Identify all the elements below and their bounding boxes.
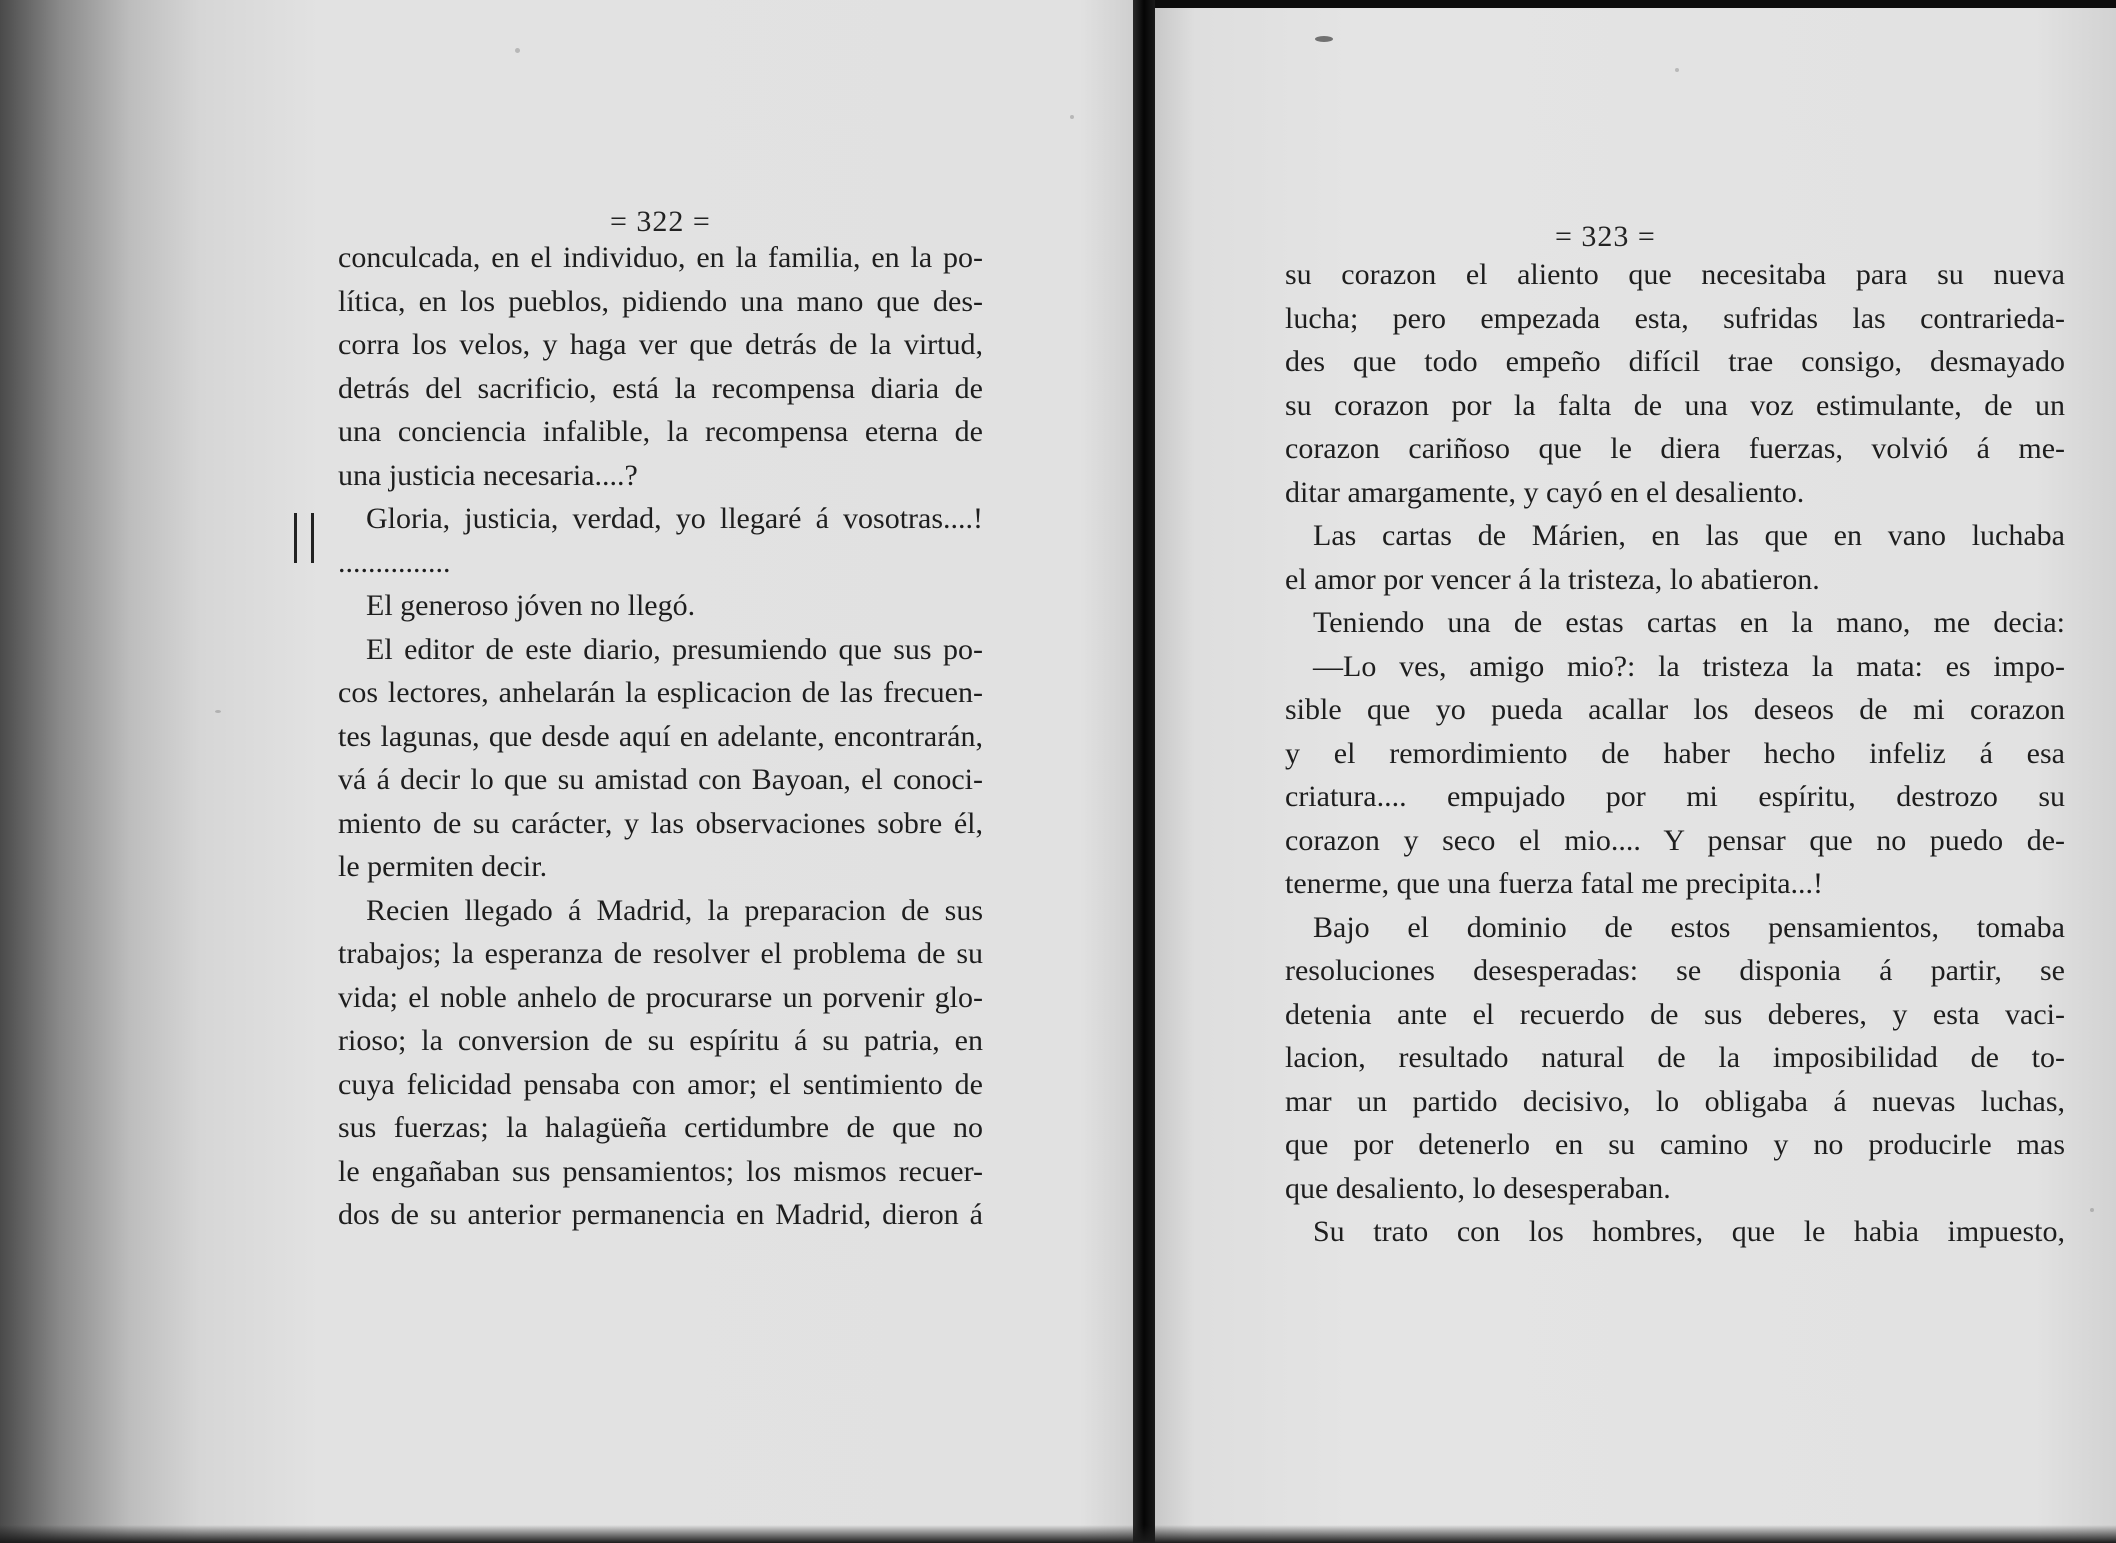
- text-line: corazon y seco el mio.... Y pensar que no puedo de-: [1285, 823, 2065, 857]
- text-line: Teniendo una de estas cartas en la mano, me decia:: [1313, 606, 2065, 639]
- text-line: cuya felicidad pensaba con amor; el sentimiento de: [338, 1067, 983, 1101]
- text-line: El generoso jóven no llegó.: [366, 589, 696, 622]
- text-line: criatura.... empujado por mi espíritu, destrozo su: [1285, 780, 2065, 813]
- text-line: Bajo el dominio de estos pensamientos, tomaba: [1313, 910, 2065, 944]
- text-line: corazon cariñoso que le diera fuerzas, volvió á me-: [1285, 432, 2065, 465]
- text-line: una conciencia infalible, la recompensa eterna de: [338, 415, 983, 448]
- text-line: lítica, en los pueblos, pidiendo una mano que des-: [338, 284, 983, 318]
- text-line: conculcada, en el individuo, en la familia, en la po-: [338, 241, 983, 274]
- text-line: tes lagunas, que desde aquí en adelante, encontrarán,: [338, 719, 983, 753]
- text-line: dos de su anterior permanencia en Madrid, dieron á: [338, 1198, 983, 1231]
- text-line: sible que yo pueda acallar los deseos de mi corazon: [1285, 693, 2065, 726]
- text-line: lacion, resultado natural de la imposibilidad de to-: [1285, 1041, 2065, 1074]
- text-line: tenerme, que una fuerza fatal me precipita...!: [1285, 867, 1824, 900]
- text-line: vida; el noble anhelo de procurarse un porvenir glo-: [338, 980, 983, 1014]
- text-line: Las cartas de Márien, en las que en vano luchaba: [1313, 519, 2065, 552]
- page-speck: [515, 48, 520, 53]
- text-line: ditar amargamente, y cayó en el desaliento.: [1285, 475, 1805, 509]
- left-page-number: = 322 =: [610, 205, 711, 238]
- text-line: que por detenerlo en su camino y no producirle mas: [1285, 1128, 2065, 1161]
- text-line: cos lectores, anhelarán la esplicacion de las frecuen-: [338, 676, 983, 709]
- text-line: lucha; pero empezada esta, sufridas las contrarieda-: [1285, 301, 2065, 335]
- page-speck: [215, 710, 221, 713]
- text-line: le permiten decir.: [338, 850, 548, 883]
- page-speck: [1675, 68, 1679, 72]
- text-line: corra los velos, y haga ver que detrás de la virtud,: [338, 328, 983, 361]
- text-line: sus fuerzas; la halagüeña certidumbre de que no: [338, 1111, 983, 1144]
- text-line: des que todo empeño difícil trae consigo, desmayado: [1285, 345, 2065, 378]
- text-line: Gloria, justicia, verdad, yo llegaré á vosotras....!: [366, 502, 983, 535]
- text-line: que desaliento, lo desesperaban.: [1285, 1171, 1671, 1205]
- text-line: vá á decir lo que su amistad con Bayoan, el conoci-: [338, 763, 983, 796]
- right-page: [1155, 8, 2116, 1543]
- text-line: —Lo ves, amigo mio?: la tristeza la mata: es impo-: [1313, 649, 2065, 683]
- text-line: ...............: [338, 545, 451, 579]
- text-line: mar un partido decisivo, lo obligaba á nuevas luchas,: [1285, 1084, 2065, 1118]
- text-line: rioso; la conversion de su espíritu á su patria, en: [338, 1024, 983, 1057]
- right-page-number: = 323 =: [1555, 220, 1656, 253]
- text-line: y el remordimiento de haber hecho infeliz á esa: [1285, 736, 2065, 770]
- text-line: Su trato con los hombres, que le habia impuesto,: [1313, 1215, 2065, 1248]
- left-page-text: [338, 236, 983, 1237]
- margin-double-rule: [294, 513, 314, 563]
- page-speck: [1070, 115, 1074, 119]
- text-line: detrás del sacrificio, está la recompensa diaria de: [338, 371, 983, 405]
- text-line: detenia ante el recuerdo de sus deberes, y esta vaci-: [1285, 997, 2065, 1031]
- right-page-text: [1285, 253, 2065, 1254]
- text-line: Recien llegado á Madrid, la preparacion de sus: [366, 893, 983, 927]
- text-line: trabajos; la esperanza de resolver el problema de su: [338, 937, 983, 970]
- page-speck: [2090, 1208, 2094, 1212]
- text-line: su corazon por la falta de una voz estimulante, de un: [1285, 388, 2065, 422]
- text-line: el amor por vencer á la tristeza, lo abatieron.: [1285, 562, 1820, 596]
- text-line: miento de su carácter, y las observaciones sobre él,: [338, 806, 983, 840]
- page-speck: [1315, 36, 1333, 42]
- text-line: le engañaban sus pensamientos; los mismos recuer-: [338, 1154, 983, 1188]
- text-line: una justicia necesaria....?: [338, 458, 638, 492]
- text-line: El editor de este diario, presumiendo que sus po-: [366, 632, 983, 666]
- text-line: resoluciones desesperadas: se disponia á partir, se: [1285, 954, 2065, 987]
- text-line: su corazon el aliento que necesitaba para su nueva: [1285, 258, 2065, 291]
- book-gutter: [1133, 0, 1155, 1543]
- scan-edge: [0, 1525, 2116, 1543]
